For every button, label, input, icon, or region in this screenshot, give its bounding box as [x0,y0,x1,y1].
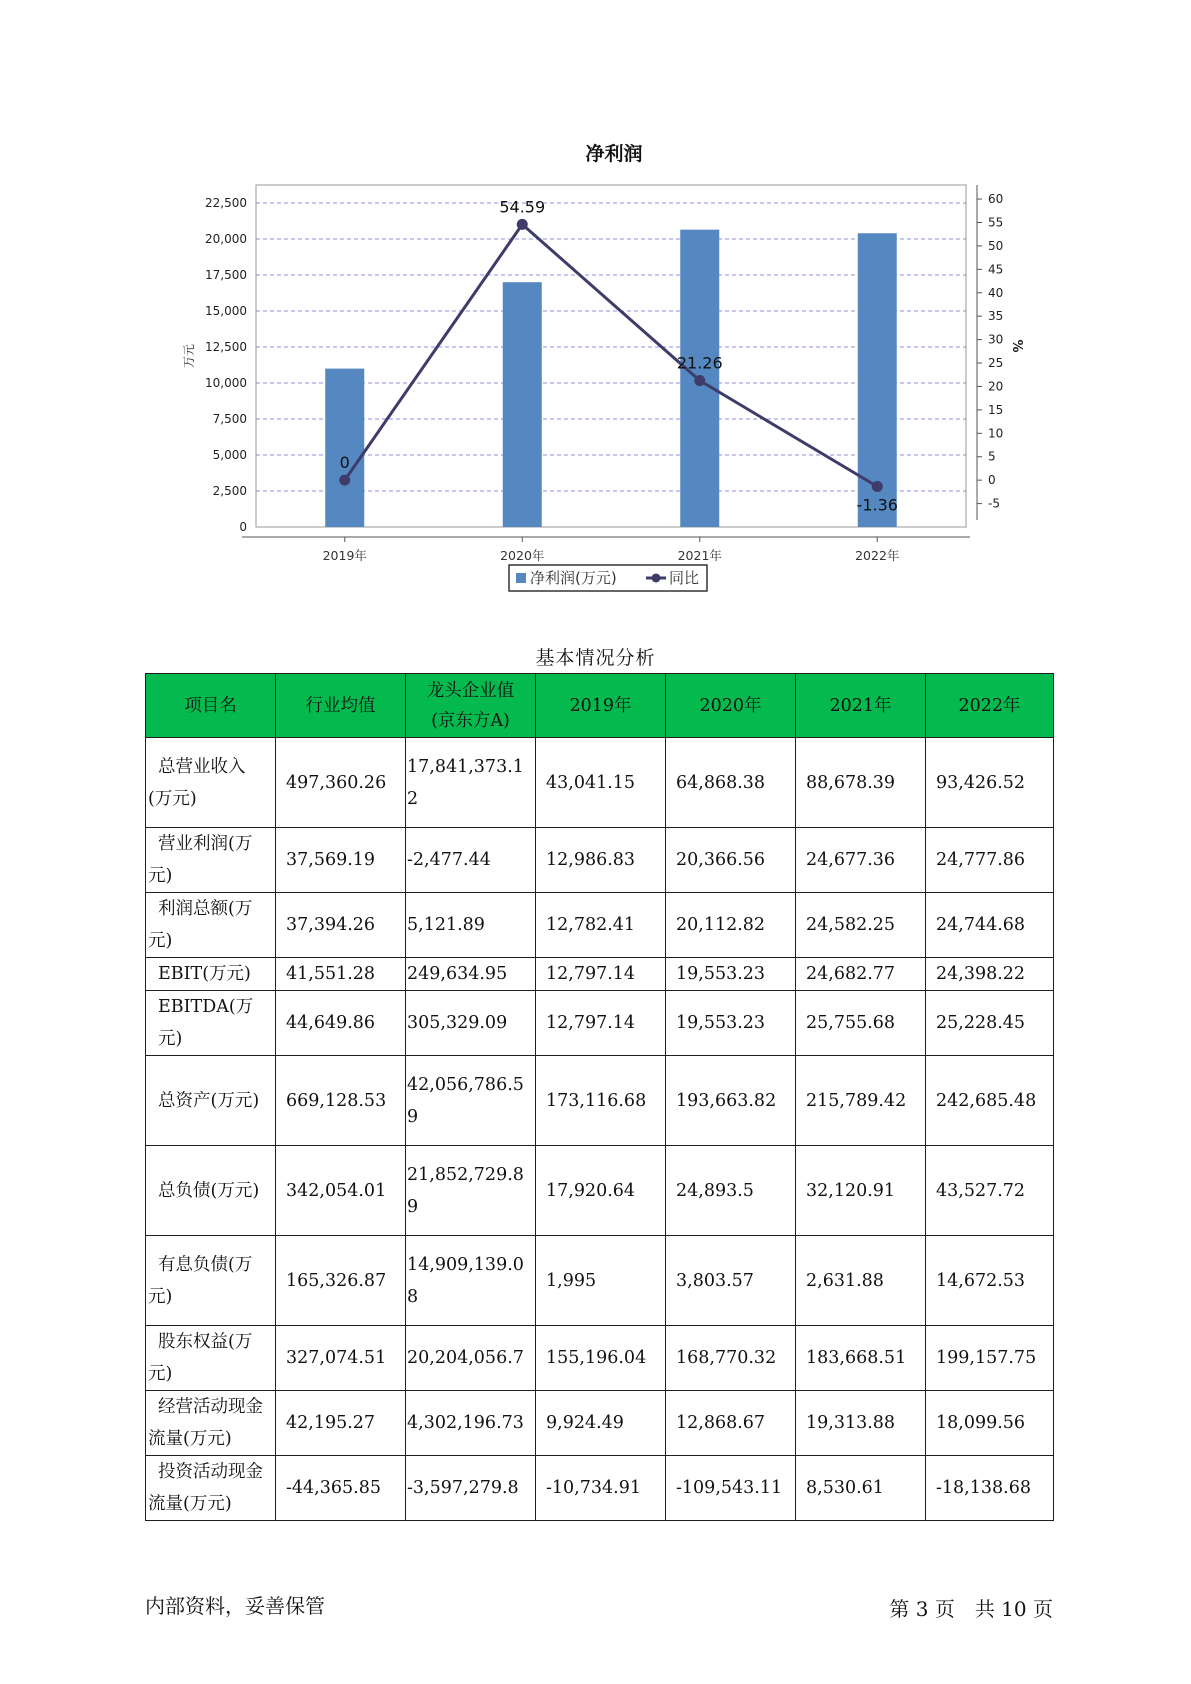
footer-page-number: 第 3 页 共 10 页 [889,1597,1053,1621]
value-cell: 327,074.51 [276,1326,406,1391]
value-cell: 183,668.51 [796,1326,926,1391]
value-cell: 165,326.87 [276,1236,406,1326]
value-cell: -18,138.68 [926,1456,1054,1521]
value-cell: 669,128.53 [276,1056,406,1146]
header-text: (京东方A) [431,710,510,731]
row-name-text: 经营活动现金 [158,1397,263,1417]
row-name-text: 总负债(万元) [158,1180,260,1201]
value-cell: 41,551.28 [276,958,406,991]
x-tick-label: 2022年 [855,548,900,563]
table-row [146,1146,1054,1236]
value-cell: 24,893.5 [666,1146,796,1236]
table-row [146,1456,1054,1521]
value-cell: 43,041.15 [536,738,666,828]
value-cell: 20,366.56 [666,828,796,893]
row-name-text: EBIT(万元) [158,964,251,984]
value-cell: 168,770.32 [666,1326,796,1391]
yoy-point [694,375,705,386]
table-row [146,1326,1054,1391]
value-cell: 25,228.45 [926,991,1054,1056]
table-row [146,958,1054,991]
value-cell: 25,755.68 [796,991,926,1056]
value-cell: 12,797.14 [536,958,666,991]
value-cell: 19,313.88 [796,1391,926,1456]
row-name-cell [146,738,276,828]
row-name-cell [146,1456,276,1521]
left-tick-label: 5,000 [212,448,247,462]
value-cell: 497,360.26 [276,738,406,828]
right-tick-label: 50 [988,238,1004,253]
legend-line-label: 同比 [669,569,700,587]
value-cell: 173,116.68 [536,1056,666,1146]
value-cell: 249,634.95 [406,958,536,991]
value-cell: 19,553.23 [666,958,796,991]
left-tick-label: 15,000 [205,304,247,318]
bar-net-profit [325,369,364,527]
row-name-text: 元) [148,1364,173,1384]
value-cell: 8,530.61 [796,1456,926,1521]
value-cell: 24,682.77 [796,958,926,991]
value-cell: 24,777.86 [926,828,1054,893]
value-cell: 24,582.25 [796,893,926,958]
row-name-cell [146,828,276,893]
yoy-data-label: -1.36 [856,495,898,515]
row-name-text: 有息负债(万 [158,1254,253,1275]
value-cell: 24,398.22 [926,958,1054,991]
table-header-cell [926,674,1054,738]
value-cell: 17,920.64 [536,1146,666,1236]
left-tick-label: 10,000 [205,376,247,390]
header-text: 2019年 [569,695,632,716]
legend-line-marker [652,574,661,583]
value-cell: 24,677.36 [796,828,926,893]
value-cell: 37,394.26 [276,893,406,958]
row-name-cell [146,893,276,958]
right-tick-label: 60 [988,192,1004,207]
value-cell: 32,120.91 [796,1146,926,1236]
row-name-cell [146,1391,276,1456]
row-name-text: 投资活动现金 [158,1462,263,1482]
table-header-cell [276,674,406,738]
right-tick-label: 55 [988,215,1004,230]
value-cell: 305,329.09 [406,991,536,1056]
value-cell: 215,789.42 [796,1056,926,1146]
row-name-cell [146,1146,276,1236]
table-row [146,1056,1054,1146]
yoy-line [345,224,878,486]
x-tick-label: 2019年 [322,548,367,563]
row-name-text: 总营业收入 [158,756,246,777]
value-cell: 42,056,786.59 [406,1056,536,1146]
yoy-point [517,219,528,230]
right-tick-label: 10 [988,426,1004,441]
yoy-data-label: 54.59 [499,197,546,217]
row-name-text: 流量(万元) [148,1494,232,1514]
chart-title: 净利润 [585,143,643,165]
yoy-data-label: 21.26 [676,353,723,373]
value-cell: 155,196.04 [536,1326,666,1391]
right-tick-label: 45 [988,262,1004,277]
legend-bar-label: 净利润(万元) [530,569,617,587]
table-row [146,1391,1054,1456]
value-cell: 19,553.23 [666,991,796,1056]
value-cell: 64,868.38 [666,738,796,828]
yoy-point [339,475,350,486]
row-name-text: 利润总额(万 [158,899,253,919]
right-tick-label: -5 [988,496,1000,511]
value-cell: 17,841,373.12 [406,738,536,828]
right-tick-label: 40 [988,285,1004,300]
row-name-text: 元) [148,1286,173,1307]
value-cell: 12,986.83 [536,828,666,893]
yoy-point [872,481,883,492]
left-tick-label: 12,500 [205,340,247,354]
left-tick-label: 2,500 [212,484,247,498]
value-cell: 18,099.56 [926,1391,1054,1456]
row-name-cell [146,991,276,1056]
left-tick-label: 0 [239,520,247,534]
value-cell: 12,797.14 [536,991,666,1056]
value-cell: 9,924.49 [536,1391,666,1456]
value-cell: -10,734.91 [536,1456,666,1521]
header-text: 项目名 [184,695,237,716]
row-name-cell [146,1236,276,1326]
legend-bar-swatch [516,573,526,583]
value-cell: 43,527.72 [926,1146,1054,1236]
net-profit-chart [0,0,1191,600]
row-name-text: 元) [148,931,173,951]
row-name-text: 总资产(万元) [158,1090,260,1111]
value-cell: 1,995 [536,1236,666,1326]
right-tick-label: 5 [988,449,996,464]
row-name-text: 流量(万元) [148,1429,232,1449]
table-row [146,1236,1054,1326]
bar-net-profit [503,282,542,527]
value-cell: 20,112.82 [666,893,796,958]
row-name-text: EBITDA(万元) [158,997,254,1049]
left-axis-label: 万元 [182,343,196,369]
row-name-text: 元) [148,866,173,886]
basic-analysis-table [145,673,1054,1521]
right-tick-label: 0 [988,473,996,488]
row-name-cell [146,1056,276,1146]
header-text: 2021年 [829,695,892,716]
footer-confidential-note: 内部资料，妥善保管 [145,1594,325,1618]
value-cell: 12,868.67 [666,1391,796,1456]
value-cell: 44,649.86 [276,991,406,1056]
header-text: 2020年 [699,695,762,716]
right-tick-label: 15 [988,402,1004,417]
row-name-cell [146,1326,276,1391]
yoy-data-label: 0 [339,453,350,473]
value-cell: -2,477.44 [406,828,536,893]
right-tick-label: 25 [988,356,1004,371]
value-cell: 88,678.39 [796,738,926,828]
value-cell: -3,597,279.8 [406,1456,536,1521]
left-tick-label: 7,500 [212,412,247,426]
value-cell: 42,195.27 [276,1391,406,1456]
value-cell: -109,543.11 [666,1456,796,1521]
net-profit-chart-svg [0,0,1191,600]
value-cell: 20,204,056.7 [406,1326,536,1391]
table-header-cell [406,674,536,738]
table-header-cell [666,674,796,738]
x-tick-label: 2020年 [500,548,545,563]
value-cell: 24,744.68 [926,893,1054,958]
table-header-cell [796,674,926,738]
table-row [146,893,1054,958]
table-caption: 基本情况分析 [535,647,656,669]
value-cell: 242,685.48 [926,1056,1054,1146]
left-tick-label: 22,500 [205,196,247,210]
value-cell: 14,909,139.08 [406,1236,536,1326]
row-name-text: 营业利润(万 [158,834,253,854]
header-text: 2022年 [958,695,1021,716]
table-header-cell [536,674,666,738]
value-cell: 5,121.89 [406,893,536,958]
value-cell: 37,569.19 [276,828,406,893]
value-cell: 12,782.41 [536,893,666,958]
value-cell: 193,663.82 [666,1056,796,1146]
row-name-text: 股东权益(万 [158,1332,253,1352]
table-header-cell [146,674,276,738]
value-cell: 2,631.88 [796,1236,926,1326]
value-cell: 14,672.53 [926,1236,1054,1326]
value-cell: 4,302,196.73 [406,1391,536,1456]
row-name-cell [146,958,276,991]
table-header-row [146,674,1054,738]
left-tick-label: 17,500 [205,268,247,282]
table-row [146,991,1054,1056]
header-text: 龙头企业值 [426,680,515,701]
table-row [146,828,1054,893]
x-tick-label: 2021年 [677,548,722,563]
value-cell: 93,426.52 [926,738,1054,828]
value-cell: 199,157.75 [926,1326,1054,1391]
value-cell: 3,803.57 [666,1236,796,1326]
value-cell: -44,365.85 [276,1456,406,1521]
header-text: 行业均值 [305,695,376,716]
value-cell: 21,852,729.89 [406,1146,536,1236]
right-axis-label: % [1009,339,1024,353]
table-row [146,738,1054,828]
right-tick-label: 35 [988,309,1004,324]
left-tick-label: 20,000 [205,232,247,246]
row-name-text: (万元) [148,788,197,809]
value-cell: 342,054.01 [276,1146,406,1236]
right-tick-label: 30 [988,332,1004,347]
right-tick-label: 20 [988,379,1004,394]
